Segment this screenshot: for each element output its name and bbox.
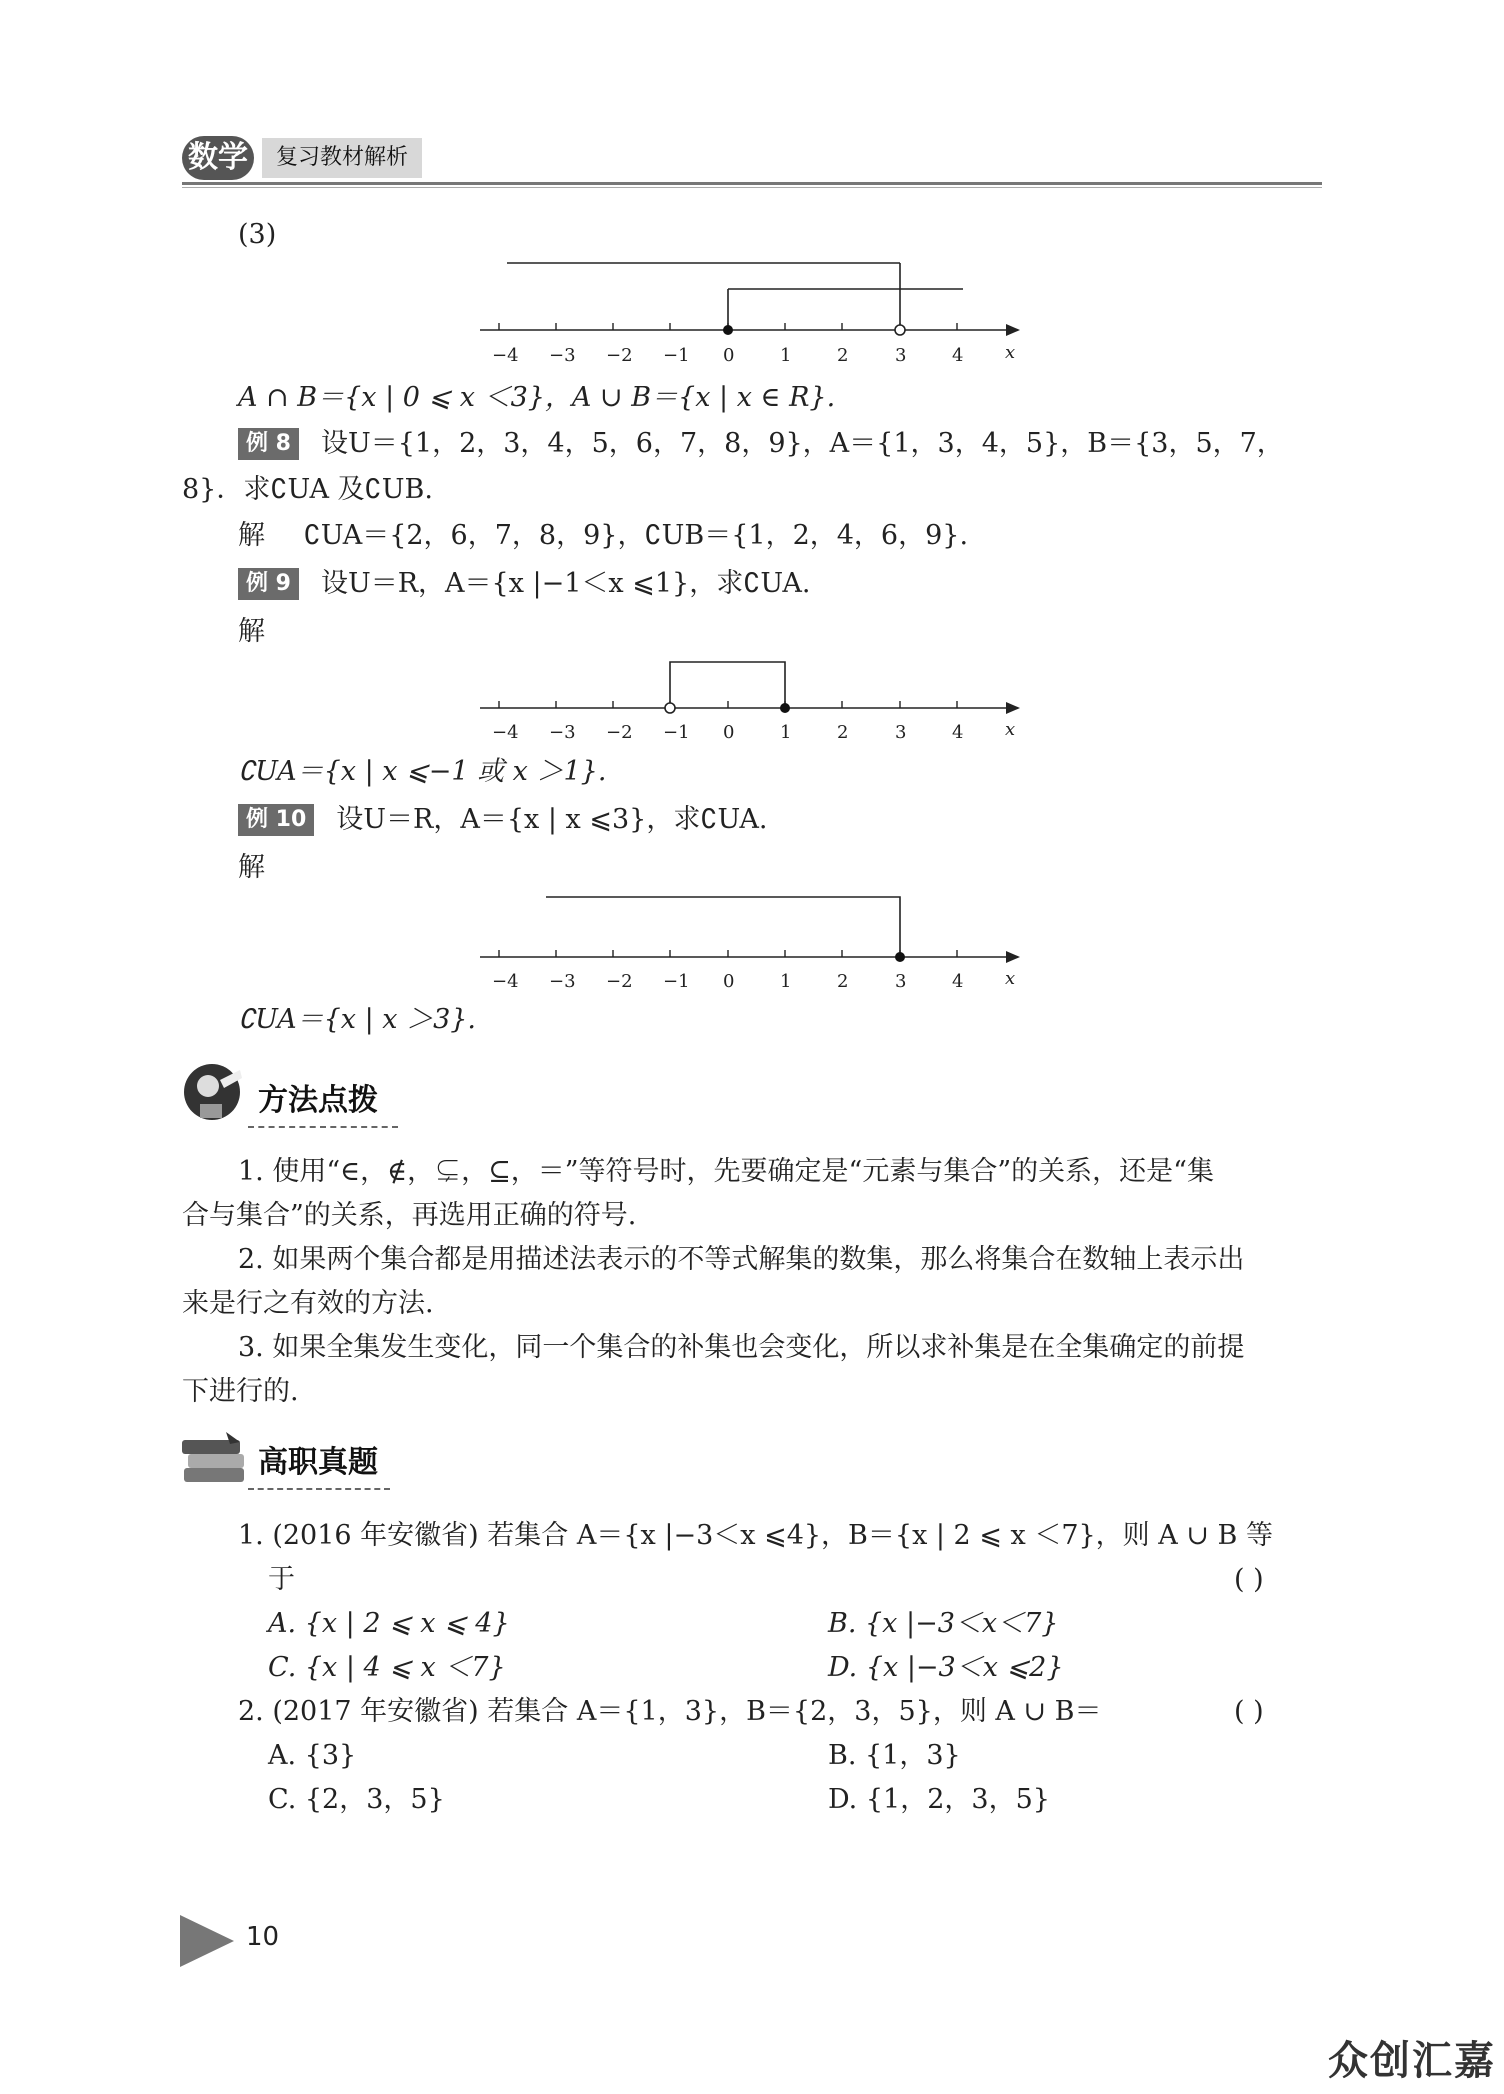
methods-p2b: 来是行之有效的方法.	[182, 1288, 434, 1319]
methods-p3b: 下进行的.	[182, 1376, 299, 1407]
tick-label: 2	[837, 971, 849, 990]
tick-label: 0	[723, 722, 735, 740]
tick-label: −4	[492, 971, 519, 990]
example9-line	[238, 564, 810, 604]
example10-result: ∁UA＝{x | x ＞3}.	[238, 1004, 477, 1035]
section-underline	[248, 1488, 390, 1490]
option: D. {1，2，3，5}	[828, 1784, 1050, 1815]
example10-line	[238, 800, 768, 840]
tick-label: 2	[837, 345, 849, 365]
tick-label: −2	[606, 971, 633, 990]
option: B. {x |−3＜x＜7}	[828, 1608, 1059, 1639]
tick-label: −1	[663, 345, 690, 365]
tick-label: 3	[895, 971, 907, 990]
tick-label: 0	[723, 971, 735, 990]
closed-point-0	[723, 325, 733, 335]
option: B. {1，3}	[828, 1740, 961, 1771]
closed-point-1	[780, 703, 790, 713]
option: A. {3}	[268, 1740, 357, 1771]
solution-label: 解	[238, 616, 265, 647]
tick-label: 1	[780, 722, 792, 740]
example10-text: 设U＝R，A＝{x | x ⩽3}，求∁UA.	[336, 804, 768, 835]
tick-label: −3	[549, 971, 576, 990]
solution-label: 解	[238, 520, 265, 551]
example9-text: 设U＝R，A＝{x |−1＜x ⩽1}，求∁UA.	[320, 568, 811, 599]
tick-label: −4	[492, 345, 519, 365]
tick-label: 2	[837, 722, 849, 740]
closed-point-3	[895, 952, 905, 962]
example9-result: ∁UA＝{x | x ⩽−1 或 x ＞1}.	[238, 756, 607, 787]
methods-title: 方法点拨	[258, 1083, 378, 1118]
example8-solution: ∁UA＝{2，6，7，8，9}，∁UB＝{1，2，4，6，9}.	[303, 520, 969, 551]
axis-label: x	[1005, 968, 1016, 989]
tick-label: 4	[952, 971, 964, 990]
header-subtitle: 复习教材解析	[262, 138, 422, 178]
open-point-neg1	[665, 703, 675, 713]
telescope-icon	[180, 1060, 250, 1130]
tick-label: −3	[549, 722, 576, 740]
tick-label: 1	[780, 345, 792, 365]
option: C. {x | 4 ⩽ x ＜7}	[268, 1652, 506, 1683]
solution-label: 解	[238, 852, 265, 883]
example8-text: 设U＝{1，2，3，4，5，6，7，8，9}，A＝{1，3，4，5}，B＝{3，5，7，	[320, 428, 1284, 459]
exams-title: 高职真题	[258, 1445, 378, 1480]
option: A. {x | 2 ⩽ x ⩽ 4}	[268, 1608, 510, 1639]
header-rule	[182, 182, 1322, 185]
example-label: 例 8	[238, 428, 299, 460]
tick-label: −1	[663, 971, 690, 990]
tick-label: 1	[780, 971, 792, 990]
example8-solution-row	[238, 516, 968, 556]
numberline-example9	[470, 650, 1030, 740]
tick-label: 4	[952, 722, 964, 740]
open-point-3	[895, 325, 905, 335]
tick-label: −4	[492, 722, 519, 740]
page-arrow-icon	[180, 1915, 236, 1967]
header-rule-thin	[182, 187, 1322, 188]
axis-label: x	[1005, 719, 1016, 740]
methods-p2a: 2. 如果两个集合都是用描述法表示的不等式解集的数集，那么将集合在数轴上表示出	[238, 1244, 1245, 1275]
option: D. {x |−3＜x ⩽2}	[828, 1652, 1064, 1683]
subject-badge: 数学	[182, 136, 254, 180]
part3-label: (3)	[238, 219, 277, 250]
tick-label: 3	[895, 345, 907, 365]
numberline-part3	[470, 250, 1030, 365]
tick-label: −2	[606, 722, 633, 740]
tick-label: 4	[952, 345, 964, 365]
tick-label: 0	[723, 345, 735, 365]
books-icon	[178, 1430, 254, 1490]
tick-label: −2	[606, 345, 633, 365]
methods-p1a: 1. 使用“∈，∉，⊊，⊆，＝”等符号时，先要确定是“元素与集合”的关系，还是“集	[238, 1156, 1214, 1187]
exam-q1-line1: 1. (2016 年安徽省) 若集合 A＝{x |−3＜x ⩽4}，B＝{x | 2 ⩽ x ＜7}，则 A ∪ B 等	[238, 1520, 1273, 1551]
watermark: 众创汇嘉	[1328, 2038, 1496, 2084]
axis-label: x	[1005, 342, 1016, 363]
exam-q2-line1: 2. (2017 年安徽省) 若集合 A＝{1，3}，B＝{2，3，5}，则 A ∪ B＝	[238, 1696, 1102, 1727]
answer-bracket: ( )	[1234, 1696, 1264, 1727]
tick-label: −3	[549, 345, 576, 365]
part3-result: A ∩ B＝{x | 0 ⩽ x ＜3}，A ∪ B＝{x | x ∈ R}.	[238, 382, 836, 413]
exam-q1-line2: 于	[268, 1564, 295, 1595]
page-number: 10	[246, 1922, 280, 1952]
section-underline	[248, 1126, 398, 1128]
answer-bracket: ( )	[1234, 1564, 1264, 1595]
methods-p3a: 3. 如果全集发生变化，同一个集合的补集也会变化，所以求补集是在全集确定的前提	[238, 1332, 1245, 1363]
example8-line1	[238, 424, 1284, 464]
example-label: 例 10	[238, 804, 314, 836]
example-label: 例 9	[238, 568, 299, 600]
option: C. {2，3，5}	[268, 1784, 445, 1815]
example8-line2: 8}．求∁UA 及∁UB.	[182, 474, 433, 505]
numberline-example10	[470, 890, 1030, 990]
methods-p1b: 合与集合”的关系，再选用正确的符号.	[182, 1200, 637, 1231]
tick-label: 3	[895, 722, 907, 740]
tick-label: −1	[663, 722, 690, 740]
